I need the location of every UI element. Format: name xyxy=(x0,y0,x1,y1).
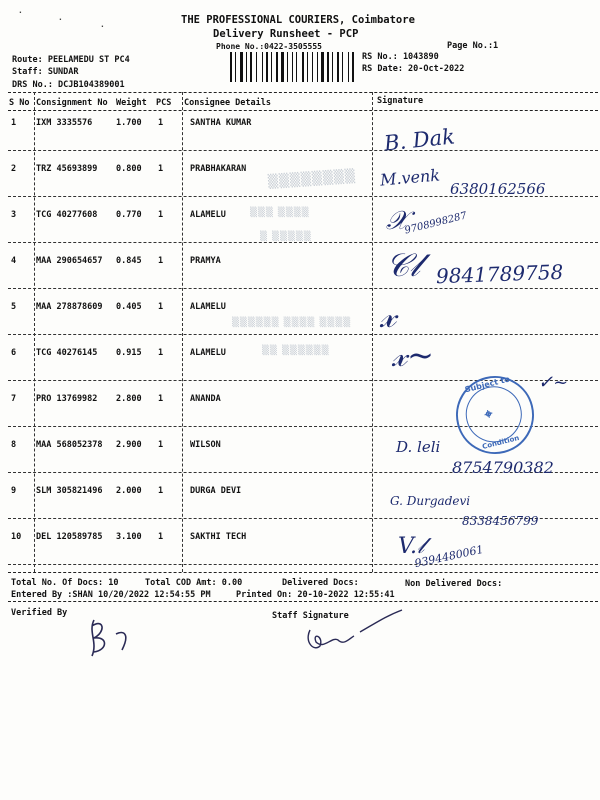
barcode-bar xyxy=(307,52,308,82)
handwritten-signature: M.venk xyxy=(379,165,441,190)
footer-bottom-rule xyxy=(8,601,598,602)
row-consignee-name: ALAMELU xyxy=(190,302,226,312)
row-divider xyxy=(8,334,598,335)
handwritten-signature: D. leli xyxy=(396,438,441,456)
entered-by: Entered By :SHAN 10/20/2022 12:54:55 PM xyxy=(11,590,211,600)
barcode-bar xyxy=(240,52,243,82)
faint-stamp-impression: ▒▒▒ ▒▒▒▒ xyxy=(250,208,310,218)
header-pcs: PCS xyxy=(156,98,172,108)
row-consignee-name: ALAMELU xyxy=(190,348,226,358)
stamp-text-top: Subject to xyxy=(463,374,511,395)
row-pcs: 1 xyxy=(158,164,164,174)
row-weight: 0.800 xyxy=(116,164,142,174)
scan-speck: . xyxy=(18,6,23,15)
row-pcs: 1 xyxy=(158,348,164,358)
stamp-center-mark: ⌖ xyxy=(482,405,495,424)
row-consignee-name: WILSON xyxy=(190,440,221,450)
row-consignee-name: ALAMELU xyxy=(190,210,226,220)
barcode-bar xyxy=(271,52,272,82)
staff-signature-scribble xyxy=(300,606,410,658)
row-sno: 8 xyxy=(11,440,17,450)
row-weight: 0.915 xyxy=(116,348,142,358)
document-title: Delivery Runsheet - PCP xyxy=(213,28,359,40)
row-weight: 0.405 xyxy=(116,302,142,312)
barcode-bar xyxy=(342,52,343,82)
route-label: Route: PEELAMEDU ST PC4 xyxy=(12,55,130,65)
row-sno: 1 xyxy=(11,118,17,128)
row-consignee-name: SAKTHI TECH xyxy=(190,532,247,542)
barcode-bar xyxy=(317,52,318,82)
row-consignment-number: MAA 290654657 xyxy=(36,256,103,266)
row-divider xyxy=(8,288,598,289)
row-sno: 2 xyxy=(11,164,17,174)
row-sno: 6 xyxy=(11,348,17,358)
drs-number: DRS No.: DCJB104389001 xyxy=(12,80,125,90)
row-divider xyxy=(8,242,598,243)
handwritten-signature-scribble: V.𝓁 xyxy=(398,534,425,559)
staff-label: Staff: SUNDAR xyxy=(12,67,79,77)
barcode-bar xyxy=(281,52,284,82)
row-pcs: 1 xyxy=(158,394,164,404)
table-top-rule xyxy=(8,92,598,93)
non-delivered-docs: Non Delivered Docs: xyxy=(405,579,503,589)
total-docs: Total No. Of Docs: 10 xyxy=(11,578,119,588)
barcode-bar xyxy=(276,52,278,82)
rs-number: RS No.: 1043890 xyxy=(362,52,439,62)
table-row xyxy=(0,118,600,164)
scan-speck: . xyxy=(100,20,105,29)
handwritten-signature-scribble: ✓~ xyxy=(538,372,569,393)
header-weight: Weight xyxy=(116,98,147,108)
faint-stamp-impression: ▒▒▒▒▒▒▒▒ xyxy=(267,168,357,191)
row-weight: 2.900 xyxy=(116,440,142,450)
handwritten-signature: B. Dak xyxy=(382,124,456,156)
row-consignment-number: TCG 40277608 xyxy=(36,210,98,220)
handwritten-signature-scribble: 𝒳 xyxy=(386,206,409,236)
handwritten-phone: 8338456799 xyxy=(462,514,539,528)
row-weight: 0.770 xyxy=(116,210,142,220)
handwritten-phone: 9708998287 xyxy=(403,210,469,237)
barcode-bar xyxy=(246,52,247,82)
barcode-bar xyxy=(302,52,304,82)
footer-top-rule xyxy=(8,572,598,573)
barcode-bar xyxy=(256,52,257,82)
row-weight: 3.100 xyxy=(116,532,142,542)
rs-date: RS Date: 20-Oct-2022 xyxy=(362,64,465,74)
row-consignee-name: PRAMYA xyxy=(190,256,221,266)
handwritten-phone: 8754790382 xyxy=(452,458,554,477)
handwritten-phone: 6380162566 xyxy=(450,180,546,198)
handwritten-signature: G. Durgadevi xyxy=(390,494,471,508)
row-divider xyxy=(8,150,598,151)
barcode-bar xyxy=(235,52,236,82)
header-bottom-rule xyxy=(8,110,598,111)
row-pcs: 1 xyxy=(158,486,164,496)
row-divider xyxy=(8,564,598,565)
staff-signature-label: Staff Signature xyxy=(272,611,349,621)
row-pcs: 1 xyxy=(158,440,164,450)
handwritten-signature-scribble: 𝓍~ xyxy=(392,336,434,374)
row-weight: 0.845 xyxy=(116,256,142,266)
stamp-text-bottom: Condition xyxy=(481,433,521,451)
faint-stamp-impression: ▒▒▒▒▒▒ ▒▒▒▒ ▒▒▒▒ xyxy=(232,318,352,328)
faint-stamp-impression: ▒▒ ▒▒▒▒▒▒ xyxy=(262,346,330,356)
row-consignee-name: DURGA DEVI xyxy=(190,486,242,496)
row-pcs: 1 xyxy=(158,256,164,266)
handwritten-phone: 9841789758 xyxy=(435,259,564,289)
handwritten-signature-scribble: 𝒞𝓁 xyxy=(386,246,420,284)
barcode-bar xyxy=(321,52,324,82)
header-consignee: Consignee Details xyxy=(184,98,271,108)
row-consignee-name: PRABHAKARAN xyxy=(190,164,247,174)
row-consignment-number: MAA 568052378 xyxy=(36,440,103,450)
row-pcs: 1 xyxy=(158,118,164,128)
page-number: Page No.:1 xyxy=(447,41,499,51)
scan-speck: . xyxy=(58,13,63,22)
row-sno: 3 xyxy=(11,210,17,220)
header-sno: S No xyxy=(9,98,30,108)
barcode-bar xyxy=(292,52,293,82)
barcode-bar xyxy=(262,52,263,82)
handwritten-signature-scribble: 𝓍 xyxy=(380,296,397,336)
verified-by-signature xyxy=(82,612,142,662)
barcode xyxy=(230,52,355,82)
row-pcs: 1 xyxy=(158,302,164,312)
row-consignment-number: PRO 13769982 xyxy=(36,394,98,404)
barcode-bar xyxy=(348,52,349,82)
row-weight: 2.800 xyxy=(116,394,142,404)
barcode-bar xyxy=(296,52,297,82)
barcode-bar xyxy=(312,52,313,82)
printed-on: Printed On: 20-10-2022 12:55:41 xyxy=(236,590,395,600)
row-sno: 5 xyxy=(11,302,17,312)
row-pcs: 1 xyxy=(158,210,164,220)
row-sno: 7 xyxy=(11,394,17,404)
header-signature: Signature xyxy=(377,96,424,106)
barcode-bar xyxy=(287,52,288,82)
barcode-bar xyxy=(352,52,354,82)
row-sno: 4 xyxy=(11,256,17,266)
barcode-bar xyxy=(332,52,333,82)
company-name: THE PROFESSIONAL COURIERS, Coimbatore xyxy=(181,14,415,26)
row-consignment-number: IXM 3335576 xyxy=(36,118,93,128)
phone-number: Phone No.:0422-3505555 xyxy=(216,42,322,51)
row-weight: 2.000 xyxy=(116,486,142,496)
barcode-bar xyxy=(250,52,252,82)
row-sno: 10 xyxy=(11,532,22,542)
row-consignment-number: TCG 40276145 xyxy=(36,348,98,358)
barcode-bar xyxy=(266,52,268,82)
faint-stamp-impression: ▒ ▒▒▒▒▒ xyxy=(260,232,312,242)
row-pcs: 1 xyxy=(158,532,164,542)
row-consignment-number: TRZ 45693899 xyxy=(36,164,98,174)
row-weight: 1.700 xyxy=(116,118,142,128)
handwritten-phone: 9394480061 xyxy=(413,542,485,571)
row-consignee-name: ANANDA xyxy=(190,394,221,404)
barcode-bar xyxy=(327,52,329,82)
verified-by-label: Verified By xyxy=(11,608,68,618)
row-consignment-number: MAA 278878609 xyxy=(36,302,103,312)
total-cod: Total COD Amt: 0.00 xyxy=(145,578,243,588)
barcode-bar xyxy=(337,52,339,82)
barcode-bar xyxy=(230,52,232,82)
row-consignment-number: SLM 305821496 xyxy=(36,486,103,496)
row-sno: 9 xyxy=(11,486,17,496)
row-consignment-number: DEL 120589785 xyxy=(36,532,103,542)
delivered-docs: Delivered Docs: xyxy=(282,578,359,588)
row-consignee-name: SANTHA KUMAR xyxy=(190,118,252,128)
header-consignment: Consignment No xyxy=(36,98,108,108)
